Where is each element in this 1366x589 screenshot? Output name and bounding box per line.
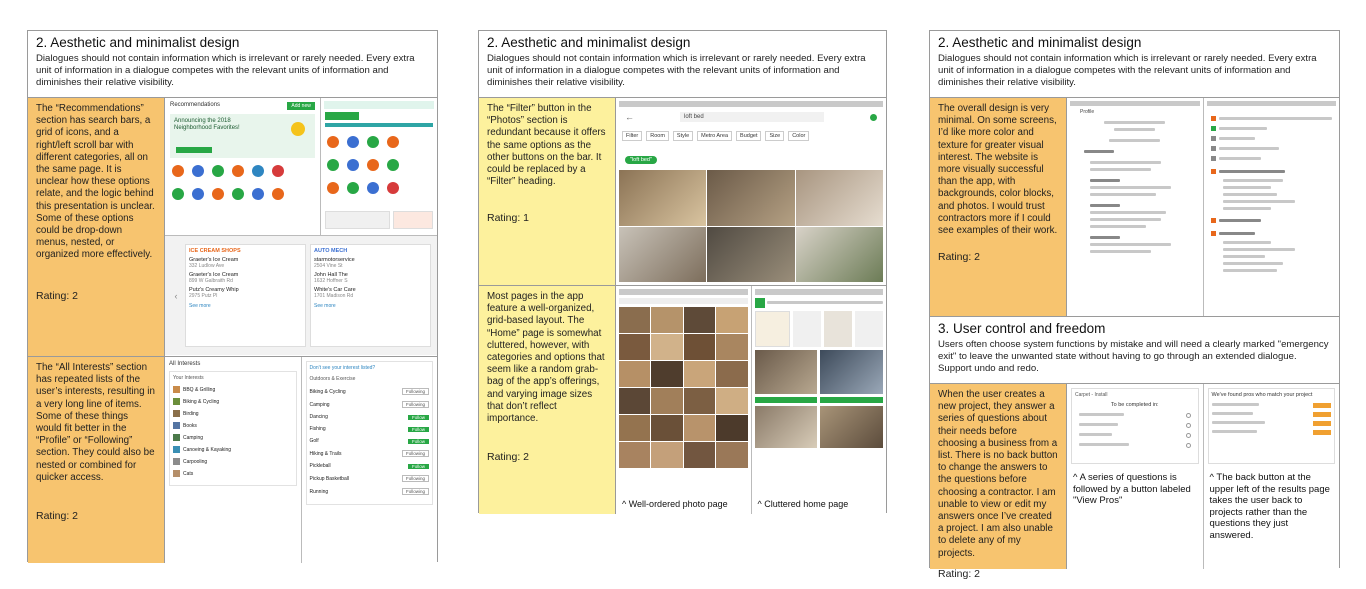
panel-1-row-1: [28, 98, 437, 356]
see-more-link[interactable]: See more: [314, 303, 336, 309]
photo-grid: [619, 170, 883, 282]
interest-item[interactable]: Canoeing & Kayaking: [183, 446, 232, 453]
shop-address: 332 Ludlow Ave: [189, 263, 225, 269]
shop-address: 1701 Madison Rd: [314, 293, 354, 299]
panel-3-row-2-screenshots: [1067, 384, 1339, 569]
shop-address: 2975 Putz Pl: [189, 293, 218, 299]
interest-item: Hiking & Trails: [309, 450, 342, 457]
panel-3-row-1: [930, 98, 1339, 316]
panel-1-row-2-screenshots: [165, 357, 437, 563]
size-filter[interactable]: Size: [765, 131, 784, 141]
panel-2: [478, 30, 887, 513]
panel-2-row-2-screenshots: [616, 286, 886, 514]
follow-button[interactable]: Follow: [408, 464, 429, 469]
photo-search-screenshot: [616, 98, 886, 285]
interest-item: Dancing: [309, 414, 328, 420]
panel-2-title: 2. Aesthetic and minimalist design: [487, 35, 691, 50]
following-button[interactable]: Following: [402, 450, 429, 457]
interest-item: Golf: [309, 438, 319, 444]
interest-item[interactable]: BBQ & Grilling: [183, 386, 216, 393]
cluttered-caption: ^ Cluttered home page: [758, 499, 881, 510]
shop-name[interactable]: Putz's Creamy Whip: [189, 287, 239, 293]
photo-tile[interactable]: [619, 170, 706, 226]
budget-filter[interactable]: Budget: [736, 131, 761, 141]
shop-address: 2504 Vine St: [314, 263, 343, 269]
style-filter[interactable]: Style: [673, 131, 693, 141]
panel-2-header: [479, 31, 886, 98]
shop-name[interactable]: Graeter's Ice Cream: [189, 257, 239, 263]
interests-list: Your Interests BBQ & Grilling Biking & Cycling Birding Books Camping Canoeing & Kayaking Carpooling Cats: [169, 371, 297, 486]
note-text: The “Recommendations” section has search bars, a grid of icons, and a right/left scroll bar with different categories, all on the same page. It is unclear how these options relate, and the logic behind this presentation is unclear. Some of these options could be drop-down menus, nested, or organized more effectively.: [36, 103, 155, 261]
metro-area-filter[interactable]: Metro Area: [697, 131, 732, 141]
rating-label: Rating: 2: [36, 510, 79, 523]
panel-1-title: 2. Aesthetic and minimalist design: [36, 35, 240, 50]
carpet-install-title: Carpet - Install: [1075, 392, 1108, 398]
questions-mock: [1071, 388, 1199, 464]
filter-bar: [622, 131, 880, 141]
well-ordered-caption: ^ Well-ordered photo page: [622, 499, 745, 510]
panel-2-row-2-note: [479, 286, 616, 514]
photo-tile[interactable]: [796, 170, 883, 226]
note-text: Most pages in the app feature a well-organized, grid-based layout. The “Home” page is somewhat cluttered, however, with categories and options that seem like a random grab-bag of the app’s offerings, and varying image sizes that don’t reflect importance.: [487, 291, 605, 425]
interest-item: Pickup Basketball: [309, 475, 349, 482]
shop-address: 899 W Galbraith Rd: [189, 278, 233, 284]
rating-label: Rating: 2: [938, 251, 981, 264]
categories-menu-screenshot: [1204, 98, 1340, 316]
rating-label: Rating: 2: [938, 567, 981, 580]
view-favorites-button[interactable]: [176, 147, 212, 153]
panel-3-row-1-note: [930, 98, 1067, 316]
panel-3-header: [930, 31, 1339, 98]
photo-tile[interactable]: [619, 227, 706, 283]
section-3-description: Users often choose system functions by mistake and will need a clearly marked "emergency exit" to leave the unwanted state without having to go through an extended dialogue. Support undo and redo.: [938, 339, 1329, 374]
interest-item: Camping: [309, 401, 330, 408]
announcement-banner: [170, 114, 315, 158]
following-button[interactable]: Following: [402, 488, 429, 495]
shop-name[interactable]: White's Car Care: [314, 287, 356, 293]
announcement-text: Announcing the 2018 Neighborhood Favorites!: [174, 118, 240, 131]
follow-button[interactable]: Follow: [408, 439, 429, 444]
interest-item[interactable]: Biking & Cycling: [183, 398, 220, 405]
panel-2-description: Dialogues should not contain information which is irrelevant or rarely needed. Every extra unit of information in a dialogue competes with the relevant units of information and diminishes their relative visibility.: [487, 53, 866, 88]
panel-3-description: Dialogues should not contain information which is irrelevant or rarely needed. Every extra unit of information in a dialogue competes with the relevant units of information and diminishes their relative visibility.: [938, 53, 1317, 88]
following-button[interactable]: Following: [402, 388, 429, 395]
panel-2-row-2: [479, 285, 886, 514]
auto-mech-heading: AUTO MECH: [314, 248, 348, 254]
section-3-header: [930, 316, 1339, 383]
panel-1-row-2-note: [28, 357, 165, 563]
all-interests-title: All Interests: [169, 361, 201, 367]
shop-address: 1632 Hoffner S: [314, 278, 348, 284]
category-icon-grid: [165, 158, 320, 212]
photo-tile[interactable]: [796, 227, 883, 283]
note-text: The “All Interests” section has repeated lists of the user’s interests, resulting in a very long line of items. Some of these things would fit better in the “Profile” or “Following” section. They could also be nested or combined for quicker access.: [36, 362, 155, 483]
note-text: When the user creates a new project, they answer a series of questions about their needs before choosing a business from a list. There is no back button to change the answers to the questions before choosing a contractor. I am unable to view or edit my answers once I’ve created a project. I am also unable to delete any of my projects.: [938, 389, 1058, 559]
panel-2-row-1-note: [479, 98, 616, 285]
recommendations-screenshot: [165, 98, 321, 235]
carousel-left-arrow-icon[interactable]: ‹: [174, 290, 178, 301]
following-button[interactable]: Following: [402, 401, 429, 408]
see-more-link[interactable]: See more: [189, 303, 211, 309]
photo-tile[interactable]: [707, 227, 794, 283]
interest-item: Pickleball: [309, 463, 331, 469]
filter-button[interactable]: Filter: [622, 131, 642, 141]
photo-search-input[interactable]: loft bed: [680, 112, 824, 122]
outdoor-interests-screenshot: [302, 357, 438, 563]
questions-caption: ^ A series of questions is followed by a button labeled "View Pros": [1073, 472, 1191, 506]
following-button[interactable]: Following: [402, 475, 429, 482]
panel-3-row-2-note: [930, 384, 1067, 580]
rating-label: Rating: 1: [487, 212, 530, 225]
recommendations-title: Recommendations: [170, 102, 221, 108]
shop-name[interactable]: starmotorservice: [314, 257, 355, 263]
panel-3: [929, 30, 1340, 580]
note-text: The overall design is very minimal. On some screens, I’d like more color and texture for greater visual interest. The website is more visually successful than the app, with backgrounds, color blocks, and photos. I would trust contractors more if I could see examples of their work.: [938, 103, 1058, 237]
panel-3-row-2: [930, 383, 1339, 580]
panel-1-description: Dialogues should not contain information which is irrelevant or rarely needed. Every extra unit of information in a dialogue competes with the relevant units of information and diminishes their relative visibility.: [36, 53, 415, 88]
outdoor-list: Don't see your interest listed? Outdoors & Exercise Biking & Cycling Following Camping Following Dancing Follow Fishing Follow Golf Follow Hiking & Trails Following Pickleball Follow Pickup Basketball Following Running Following: [306, 361, 434, 505]
section-3-title: 3. User control and freedom: [938, 321, 1106, 336]
interest-item[interactable]: Birding: [183, 410, 199, 417]
panel-2-row-1: [479, 98, 886, 285]
interest-item: Running: [309, 488, 329, 495]
all-interests-screenshot: [165, 357, 302, 563]
shop-name[interactable]: Graeter's Ice Cream: [189, 272, 239, 278]
ice-cream-heading: ICE CREAM SHOPS: [189, 248, 241, 254]
panel-3-row-1-screenshots: [1067, 98, 1339, 316]
interest-item: Fishing: [309, 426, 326, 432]
panel-3-title: 2. Aesthetic and minimalist design: [938, 35, 1142, 50]
results-caption: ^ The back button at the upper left of the results page takes the user back to projects rather than the questions they just answered.: [1209, 472, 1330, 541]
profile-title: Profile: [1080, 109, 1095, 115]
panel-1-row-1-screenshots: [165, 98, 437, 356]
photo-grid: [619, 307, 748, 468]
search-chip[interactable]: "loft bed": [625, 156, 657, 164]
interest-item[interactable]: Cats: [183, 470, 194, 477]
color-filter[interactable]: Color: [788, 131, 809, 141]
panel-1-row-2: [28, 356, 437, 563]
panel-1: [27, 30, 438, 562]
note-text: The “Filter” button in the “Photos” section is redundant because it offers the same options as the other buttons on the bar. It could be replaced by a “Filter” heading.: [487, 103, 606, 188]
category-carousel-screenshot: [165, 236, 437, 355]
well-ordered-photo-page-screenshot: [616, 286, 752, 514]
back-arrow-icon[interactable]: ←: [625, 112, 634, 122]
results-screenshot: [1204, 384, 1340, 569]
shop-name[interactable]: John Hall The: [314, 272, 348, 278]
cart-icon[interactable]: [870, 114, 877, 121]
trophy-icon: [291, 122, 305, 136]
add-new-button[interactable]: Add new: [287, 102, 314, 110]
panel-1-row-1-note: [28, 98, 165, 356]
photo-tile[interactable]: [707, 170, 794, 226]
panel-1-header: [28, 31, 437, 98]
interest-item[interactable]: Books: [183, 422, 197, 429]
cluttered-home-page-screenshot: [752, 286, 887, 514]
rating-label: Rating: 2: [487, 451, 530, 464]
rating-label: Rating: 2: [36, 289, 79, 302]
interest-item[interactable]: Carpooling: [183, 458, 208, 465]
profile-screenshot: [1067, 98, 1204, 316]
room-filter[interactable]: Room: [646, 131, 669, 141]
to-be-completed-label: To be completed in:: [1110, 402, 1159, 408]
results-mock: [1208, 388, 1336, 464]
interest-item: Biking & Cycling: [309, 388, 346, 395]
follow-button[interactable]: Follow: [408, 427, 429, 432]
interest-item[interactable]: Camping: [183, 434, 204, 441]
we-found-label: We've found pros who match your project: [1211, 392, 1313, 398]
questions-screenshot: [1067, 384, 1204, 569]
recommendations-screenshot-2: [321, 98, 437, 235]
ice-cream-card: [185, 244, 306, 347]
follow-button[interactable]: Follow: [408, 415, 429, 420]
auto-mech-card: [310, 244, 431, 347]
